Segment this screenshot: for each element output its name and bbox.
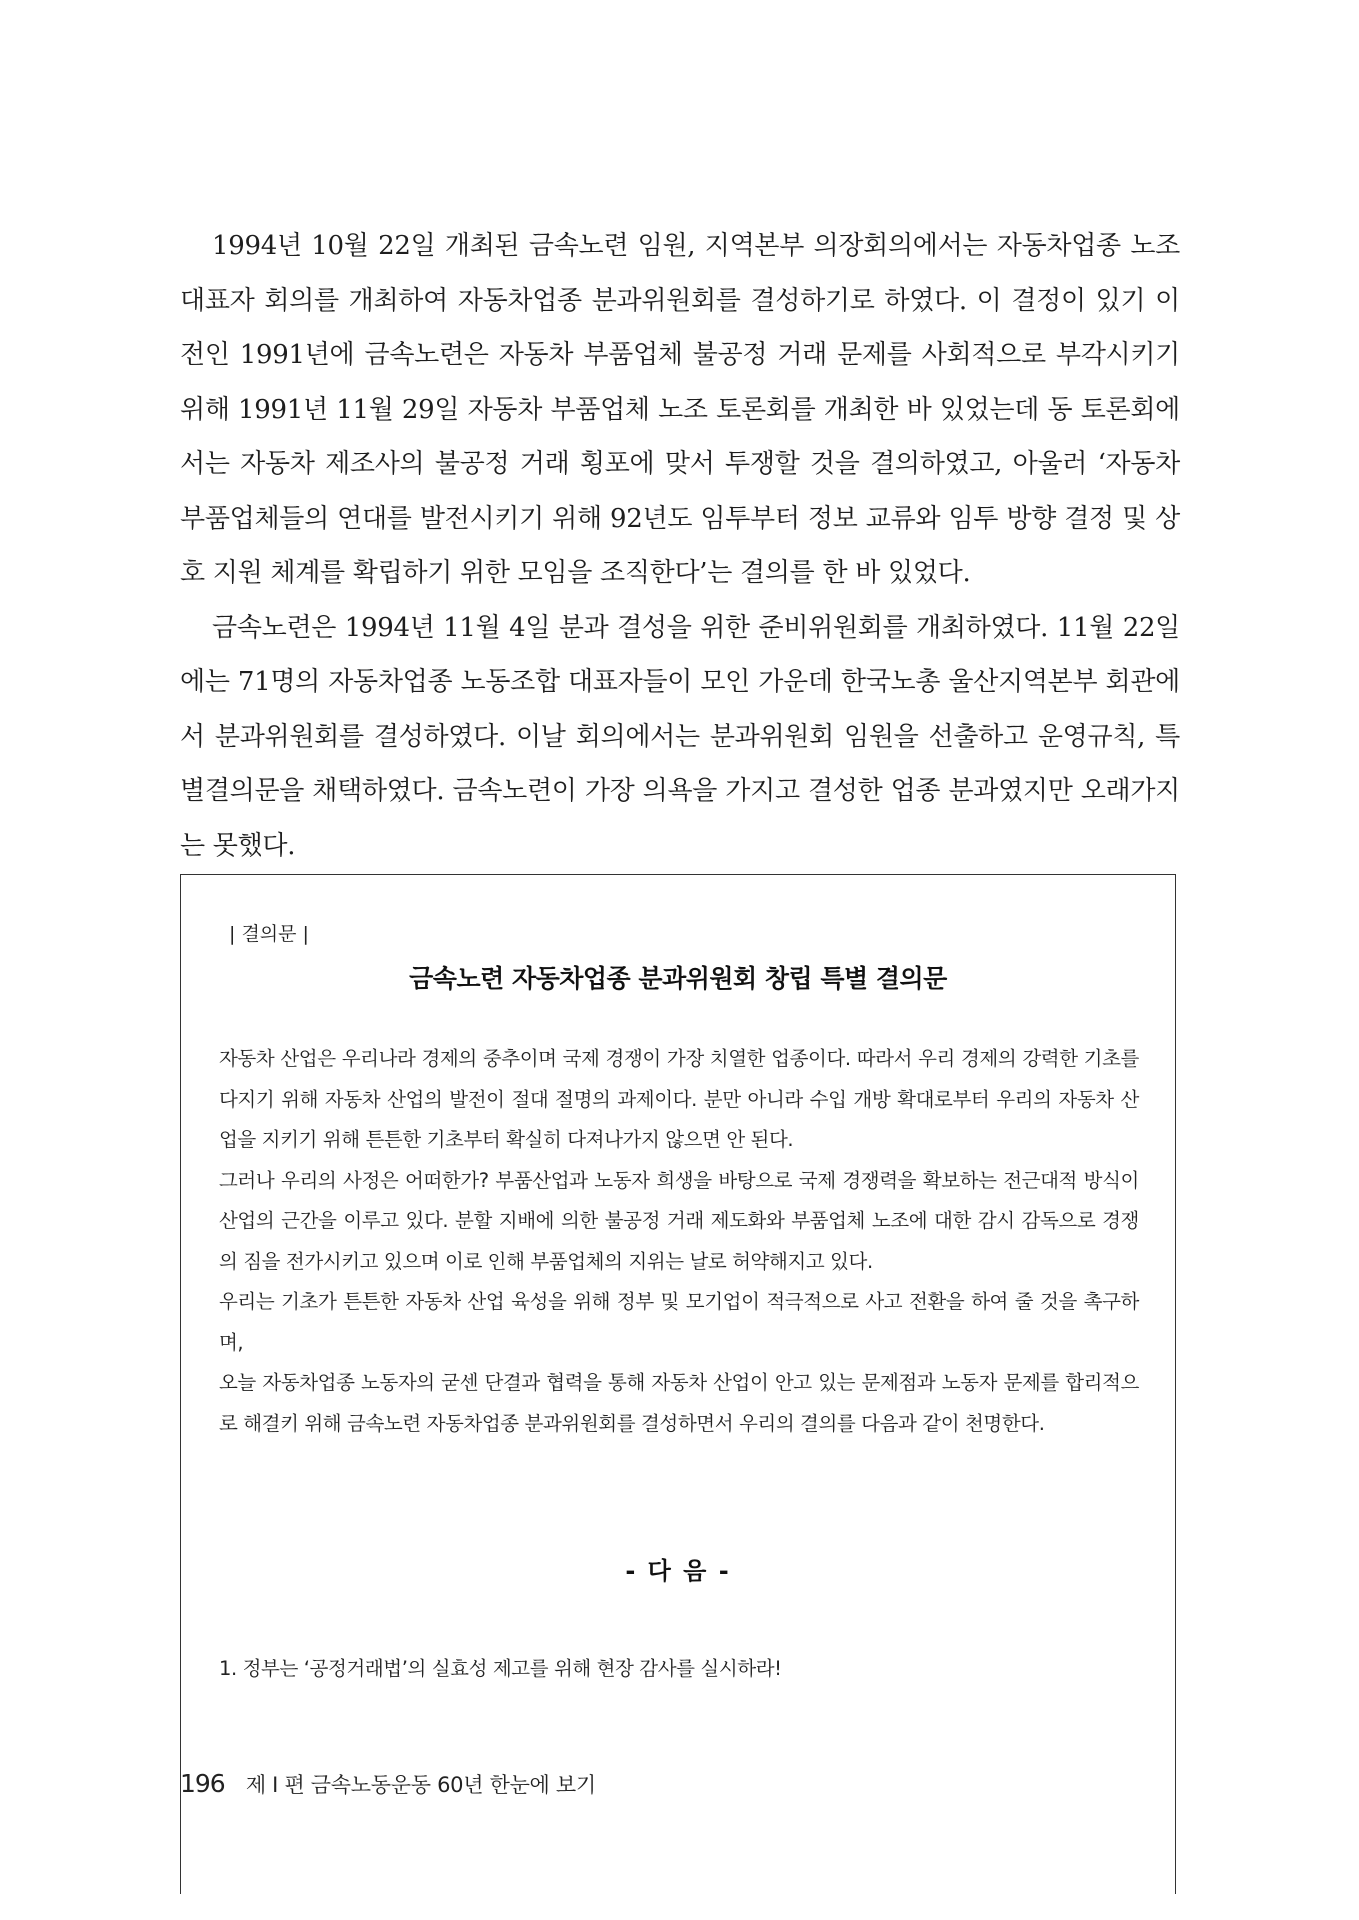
resolution-item: 1. 정부는 ‘공정거래법’의 실효성 제고를 위해 현장 감사를 실시하라! — [219, 1657, 782, 1680]
page-number: 196 — [180, 1769, 225, 1798]
resolution-paragraph: 자동차 산업은 우리나라 경제의 중추이며 국제 경쟁이 가장 치열한 업종이다. 따라서 우리 경제의 강력한 기초를 다지기 위해 자동차 산업의 발전이 절대 절명의 과제이다. 분만 아니라 수입 개방 확대로부터 우리의 자동차 산업을 지키기 위해 튼튼한 기초부터 확실히 다져나가지 않으면 안 된다. — [219, 1047, 1139, 1151]
body-paragraph: 1994년 10월 22일 개최된 금속노련 임원, 지역본부 의장회의에서는 자동차업종 노조 대표자 회의를 개최하여 자동차업종 분과위원회를 결성하기로 하였다. 이 결정이 있기 이전인 1991년에 금속노련은 자동차 부품업체 불공정 거래 문제를 사회적으로 부각시키기 위해 1991년 11월 29일 자동차 부품업체 노조 토론회를 개최한 바 있었는데 동 토론회에서는 자동차 제조사의 불공정 거래 횡포에 맞서 투쟁할 것을 결의하였고, 아울러 ‘자동차 부품업체들의 연대를 발전시키기 위해 92년도 임투부터 정보 교류와 임투 방향 결정 및 상호 지원 체계를 확립하기 위한 모임을 조직한다’는 결의를 한 바 있었다. — [180, 231, 1180, 588]
resolution-paragraph: 그러나 우리의 사정은 어떠한가? 부품산업과 노동자 희생을 바탕으로 국제 경쟁력을 확보하는 전근대적 방식이 산업의 근간을 이루고 있다. 분할 지배에 의한 불공정 거래 제도화와 부품업체 노조에 대한 감시 감독으로 경쟁의 짐을 전가시키고 있으며 이로 인해 부품업체의 지위는 날로 허약해지고 있다. — [219, 1168, 1139, 1273]
resolution-paragraph: 우리는 기초가 튼튼한 자동차 산업 육성을 위해 정부 및 모기업이 적극적으로 사고 전환을 하여 줄 것을 촉구하며, — [219, 1290, 1139, 1354]
running-title: 제 I 편 금속노동운동 60년 한눈에 보기 — [245, 1773, 596, 1797]
resolution-title: 금속노련 자동차업종 분과위원회 창립 특별 결의문 — [409, 964, 947, 993]
box-label: | 결의문 | — [229, 923, 309, 945]
page-footer — [180, 1769, 596, 1799]
resolution-paragraph: 오늘 자동차업종 노동자의 굳센 단결과 협력을 통해 자동차 산업이 안고 있는 문제점과 노동자 문제를 합리적으로 해결키 위해 금속노련 자동차업종 분과위원회를 결성하면서 우리의 결의를 다음과 같이 천명한다. — [219, 1371, 1139, 1435]
main-body-text — [180, 219, 1180, 873]
body-paragraph: 금속노련은 1994년 11월 4일 분과 결성을 위한 준비위원회를 개최하였다. 11월 22일에는 71명의 자동차업종 노동조합 대표자들이 모인 가운데 한국노총 울산지역본부 회관에서 분과위원회를 결성하였다. 이날 회의에서는 분과위원회 임원을 선출하고 운영규칙, 특별결의문을 채택하였다. 금속노련이 가장 의욕을 가지고 결성한 업종 분과였지만 오래가지는 못했다. — [180, 612, 1180, 861]
section-heading: - 다 음 - — [625, 1557, 731, 1585]
resolution-body — [219, 1039, 1139, 1444]
resolution-box — [180, 874, 1176, 1894]
